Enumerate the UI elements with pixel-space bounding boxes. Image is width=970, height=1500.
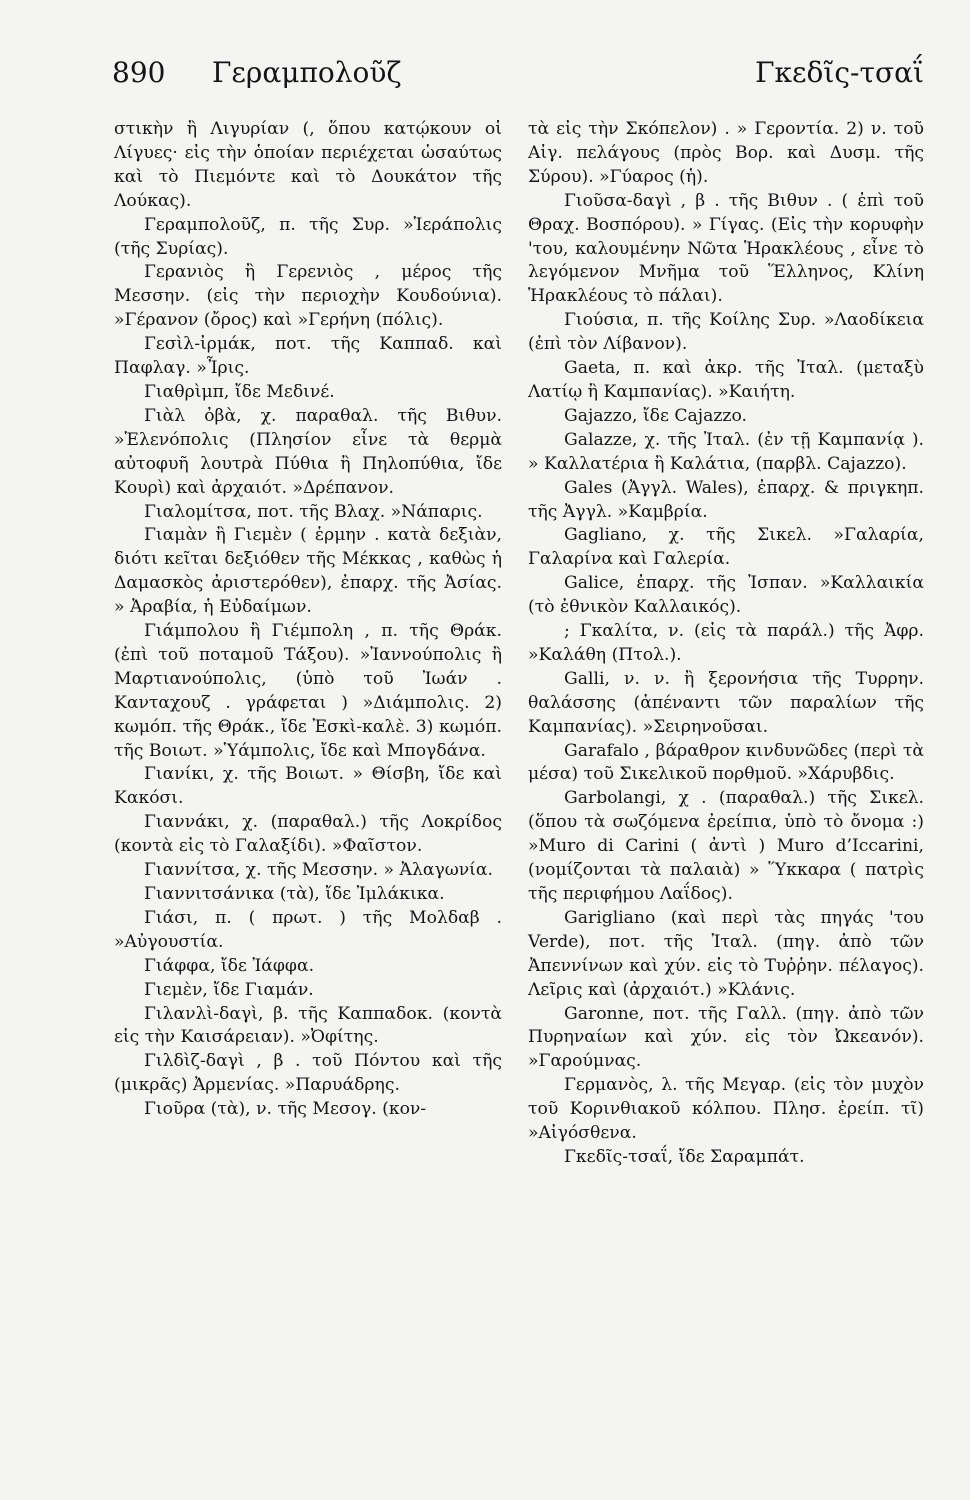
entry: Γιάφφα, ἴδε Ἰάφφα. [144,955,315,976]
entry: Γιαθρὶμπ, ἴδε Μεδινέ. [144,381,335,402]
entry: Garbolangi, χ . (παραθαλ.) τῆς Σικελ. (ὅπου τὰ σωζόμενα ἐρείπια, ὑπὸ τὸ ὄνομα :) »Muro di Carini ( ἀντὶ ) Muro d’Iccarini, (νομίζονται τὰ παλαιὰ) » Ὕκκαρα ( πατρὶς τῆς περιφήμου Λαΐδος). [528,788,924,904]
entry: Γιοῦρα (τὰ), ν. τῆς Μεσογ. (κον- [144,1099,427,1120]
left-column [114,118,502,1122]
entry: Γιοῦσα-δαγὶ , β . τῆς Βιθυν . ( ἐπὶ τοῦ Θραχ. Βοσπόρου). » Γίγας. (Εἰς τὴν κορυφὴν 'του, καλουμένην Νῶτα Ἡρακλέους , εἶνε τὸ λεγόμενον Μνῆμα τοῦ Ἕλληνος, Κλίνη Ἡρακλέους τὸ πάλαι). [528,190,924,307]
entry: Γιλδὶζ-δαγὶ , β . τοῦ Πόντου καὶ τῆς (μικρᾶς) Ἀρμενίας. »Παρυάδρης. [114,1051,502,1096]
entry: Galli, ν. ν. ἢ ξερονήσια τῆς Τυρρην. θαλάσσης (ἀπέναντι τῶν παραλίων τῆς Καμπανίας). »Σειρηνοῦσαι. [528,668,924,737]
entry: τὰ εἰς τὴν Σκόπελον) . » Γεροντία. 2) ν. τοῦ Αἰγ. πελάγους (πρὸς Βορ. καὶ Δυσμ. τῆς Σύρου). »Γύαρος (ἡ). [528,119,924,187]
entry: Γιάμπολου ἢ Γιέμπολη , π. τῆς Θράκ. (ἐπὶ τοῦ ποταμοῦ Τάξου). »Ἰαννούπολις ἢ Μαρτιανούπολις, (ὑπὸ τοῦ Ἰωάν . Κανταχουζ . γράφεται ) »Διάμπολις. 2) κωμόπ. τῆς Θράκ., ἴδε Ἐσκὶ-καλὲ. 3) κωμόπ. τῆς Βοιωτ. »Ὑάμπολις, ἴδε καὶ Μπογδάνα. [114,621,502,761]
entry: Garonne, ποτ. τῆς Γαλλ. (πηγ. ἀπὸ τῶν Πυρηναίων καὶ χύν. εἰς τὸν Ὠκεανόν). »Γαρούμνας. [528,1003,924,1072]
entry: Γιεμὲν, ἴδε Γιαμάν. [144,979,314,1000]
right-column [528,118,924,1170]
entry: Γκεδῖς-τσαΐ, ἴδε Σαραμπάτ. [564,1146,805,1167]
entry: Γιαννίτσα, χ. τῆς Μεσσην. » Ἀλαγωνία. [144,860,493,881]
entry: Garigliano (καὶ περὶ τὰς πηγάς 'του Verde), ποτ. τῆς Ἰταλ. (πηγ. ἀπὸ τῶν Ἀπεννίνων καὶ χύν. εἰς τὸ Τυῤῥην. πέλαγος). Λεῖρις καὶ (ἀρχαιότ.) »Κλάνις. [528,907,924,1000]
entry: Γιούσια, π. τῆς Κοίλης Συρ. »Λαοδίκεια (ἐπὶ τὸν Λίβανον). [528,310,924,355]
entry: Γιαλομίτσα, ποτ. τῆς Βλαχ. »Νάπαρις. [144,501,483,522]
entry: Γιανίκι, χ. τῆς Βοιωτ. » Θίσβη, ἴδε καὶ Κακόσι. [114,764,502,809]
entry: Galazze, χ. τῆς Ἰταλ. (ἐν τῇ Καμπανίᾳ ). » Καλλατέρια ἢ Καλάτια, (παρβλ. Cajazzo). [528,429,924,474]
entry: Gajazzo, ἴδε Cajazzo. [564,405,747,426]
entry: Γιάσι, π. ( πρωτ. ) τῆς Μολδαβ . »Αὐγουστία. [114,907,502,952]
entry: Γιαμὰν ἢ Γιεμὲν ( ἑρμην . κατὰ δεξιὰν, διότι κεῖται δεξιόθεν τῆς Μέκκας , καθὼς ἡ Δαμασκὸς ἀριστερόθεν), ἐπαρχ. τῆς Ἀσίας. » Ἀραβία, ἡ Εὐδαίμων. [114,525,502,618]
entry: Γιὰλ ὀβὰ, χ. παραθαλ. τῆς Βιθυν. »Ἑλενόπολις (Πλησίον εἶνε τὰ θερμὰ αὐτοφυῆ λουτρὰ Πύθια ἢ Πηλοπύθια, ἴδε Κουρὶ) καὶ ἀρχαιότ. »Δρέπανον. [114,405,502,498]
entry: Gaeta, π. καὶ ἀκρ. τῆς Ἰταλ. (μεταξὺ Λατίῳ ἢ Καμπανίας). »Καιήτη. [528,358,924,402]
entry: στικὴν ἢ Λιγυρίαν (, ὅπου κατῴκουν οἱ Λίγυες· εἰς τὴν ὁποίαν περιέχεται ὡσαύτως καὶ τὸ Πιεμόντε καὶ τὸ Δουκάτον τῆς Λούκας). [114,119,502,211]
entry: Γιλανλὶ-δαγὶ, β. τῆς Καππαδοκ. (κοντὰ εἰς τὴν Καισάρειαν). »Ὀφίτης. [114,1003,502,1048]
entry: Garafalo , βάραθρον κινδυνῶδες (περὶ τὰ μέσα) τοῦ Σικελικοῦ πορθμοῦ. »Χάρυβδις. [528,740,924,785]
entry: Γερανιὸς ἢ Γερενιὸς , μέρος τῆς Μεσσην. (εἰς τὴν περιοχὴν Κουδούνια). »Γέρανον (ὄρος) καὶ »Γερήνη (πόλις). [114,262,502,331]
entry: Γιαννιτσάνικα (τὰ), ἴδε Ἰμλάκικα. [144,884,445,904]
entry: Γερμανὸς, λ. τῆς Μεγαρ. (εἰς τὸν μυχὸν τοῦ Κορινθιακοῦ κόλπου. Πλησ. ἐρείπ. τῖ) »Αἰγόσθενα. [528,1075,924,1144]
header-right-guide-word: Γκεδῖς-τσαΐ [755,56,924,89]
entry: Γεραμπολοῦζ, π. τῆς Συρ. »Ἱεράπολις (τῆς Συρίας). [114,214,502,259]
entry: ; Γκαλίτα, ν. (εἰς τὰ παράλ.) τῆς Ἀφρ. »Καλάθη (Πτολ.). [528,621,924,665]
entry: Gales (Ἀγγλ. Wales), ἐπαρχ. & πριγκηπ. τῆς Ἀγγλ. »Καμβρία. [528,477,924,522]
entry: Γιαννάκι, χ. (παραθαλ.) τῆς Λοκρίδος (κοντὰ εἰς τὸ Γαλαξίδι). »Φαῖστον. [114,812,502,857]
page-number: 890 [112,56,166,89]
page-header [112,56,924,102]
entry: Γεσὶλ-ἰρμάκ, ποτ. τῆς Καππαδ. καὶ Παφλαγ. »Ἶρις. [114,334,502,379]
header-left-guide-word: Γεραμπολοῦζ [212,56,402,89]
entry: Gagliano, χ. τῆς Σικελ. »Γαλαρία, Γαλαρίνα καὶ Γαλερία. [528,525,924,570]
entry: Galice, ἐπαρχ. τῆς Ἰσπαν. »Καλλαικία (τὸ ἐθνικὸν Καλλαικός). [528,573,924,618]
